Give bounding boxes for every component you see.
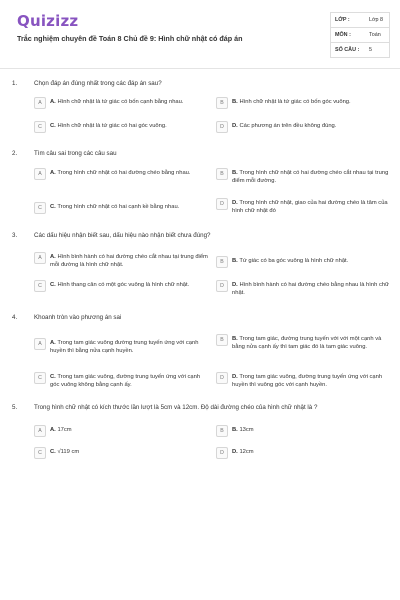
meta-count-value: 5 (369, 47, 372, 53)
worksheet-meta (330, 12, 390, 58)
option-key: A. (50, 427, 56, 433)
option-key: C. (50, 123, 56, 129)
header-divider (0, 68, 400, 69)
option-key: B. (232, 258, 238, 264)
option-letter: B (216, 256, 228, 268)
option-letter: D (216, 121, 228, 133)
option-key: A. (50, 99, 56, 105)
question-text: Tìm câu sai trong các câu sau (34, 150, 117, 157)
option-key: C. (50, 282, 56, 288)
question-number: 5. (12, 404, 18, 411)
meta-class-label: LỚP : (335, 17, 350, 23)
option-text: Tứ giác có ba góc vuông là hình chữ nhật. (239, 258, 349, 264)
question-text: Trong hình chữ nhật có kích thước lần lượt là 5cm và 12cm. Độ dài đường chéo của hình chữ nhật là ? (34, 404, 318, 411)
quizizz-logo: Quizizz (17, 12, 79, 30)
option-text: 13cm (239, 427, 254, 433)
meta-class (330, 12, 390, 28)
option-letter: D (216, 447, 228, 459)
option-letter: D (216, 372, 228, 384)
option-text: 17cm (57, 427, 72, 433)
meta-subject-value: Toán (369, 32, 381, 38)
option-text: Trong tam giác vuông, đường trung tuyến ứng với cạnh huyền thì vuông góc với cạnh huyền. (232, 374, 383, 388)
question-text: Các dấu hiệu nhận biết sau, dấu hiệu nào nhận biết chưa đúng? (34, 232, 211, 239)
option-key: A. (50, 340, 56, 346)
question-number: 1. (12, 80, 18, 87)
option-key: B. (232, 427, 238, 433)
option-text: Trong hình chữ nhật có hai đường chéo bằng nhau. (57, 170, 191, 176)
option-key: B. (232, 336, 238, 342)
option-text: 12cm (239, 449, 254, 455)
option-key: A. (50, 254, 56, 260)
worksheet-header (0, 0, 400, 66)
option-letter: C (34, 447, 46, 459)
option-text: Trong hình chữ nhật có hai đường chéo cắt nhau tại trung điểm mỗi đường. (232, 170, 389, 184)
option-text: Hình chữ nhật là tứ giác có bốn góc vuông. (239, 99, 351, 105)
option-key: D. (232, 123, 238, 129)
option-key: D. (232, 449, 238, 455)
question-number: 3. (12, 232, 18, 239)
option-text: Các phương án trên đều không đúng. (239, 123, 337, 129)
question-text: Chọn đáp án đúng nhất trong các đáp án sau? (34, 80, 162, 87)
option-text: Hình chữ nhật là tứ giác có bốn cạnh bằng nhau. (57, 99, 184, 105)
option-text: Hình thang cân có một góc vuông là hình chữ nhật. (57, 282, 190, 288)
option-key: D. (232, 374, 238, 380)
option-letter: C (34, 280, 46, 292)
meta-count-label: SỐ CÂU : (335, 47, 360, 53)
option-text: Hình bình hành có hai đường chéo cắt nhau tại trung điểm mỗi đường là hình chữ nhật. (50, 254, 208, 268)
option-text: Trong tam giác vuông, đường trung tuyến ứng với cạnh góc vuông không bằng cạnh ấy. (50, 374, 201, 388)
option-letter: D (216, 198, 228, 210)
meta-subject-label: MÔN : (335, 32, 351, 38)
question-number: 2. (12, 150, 18, 157)
option-letter: A (34, 168, 46, 180)
option-text: Trong tam giác, đường trung tuyến với với một cạnh và bằng nửa cạnh ấy thì tam giác đó là tam giác vuông. (232, 336, 382, 350)
option-key: B. (232, 170, 238, 176)
option-letter: B (216, 425, 228, 437)
option-letter: D (216, 280, 228, 292)
option-key: C. (50, 204, 56, 210)
option-letter: A (34, 97, 46, 109)
meta-subject (330, 28, 390, 43)
option-key: D. (232, 282, 238, 288)
option-letter: A (34, 425, 46, 437)
question-text: Khoanh tròn vào phương án sai (34, 314, 122, 321)
option-letter: B (216, 334, 228, 346)
option-text: Hình chữ nhật là tứ giác có hai góc vuông. (57, 123, 167, 129)
question-number: 4. (12, 314, 18, 321)
meta-count (330, 43, 390, 58)
option-letter: A (34, 252, 46, 264)
option-text: Hình bình hành có hai đường chéo bằng nhau là hình chữ nhật. (232, 282, 389, 296)
option-key: C. (50, 374, 56, 380)
option-key: D. (232, 200, 238, 206)
option-text: √119 cm (57, 449, 80, 455)
option-letter: B (216, 168, 228, 180)
worksheet-title: Trắc nghiệm chuyên đề Toán 8 Chủ đề 9: Hình chữ nhật có đáp án (17, 34, 243, 43)
option-text: Trong hình chữ nhật có hai cạnh kề bằng nhau. (57, 204, 180, 210)
meta-class-value: Lớp 8 (369, 17, 384, 23)
option-letter: B (216, 97, 228, 109)
option-key: C. (50, 449, 56, 455)
option-text: Trong tam giác vuông đường trung tuyến ứng với cạnh huyền thì bằng nửa cạnh huyền. (50, 340, 199, 354)
option-key: A. (50, 170, 56, 176)
option-letter: C (34, 121, 46, 133)
option-letter: A (34, 338, 46, 350)
option-letter: C (34, 202, 46, 214)
option-letter: C (34, 372, 46, 384)
option-key: B. (232, 99, 238, 105)
option-text: Trong hình chữ nhật, giao của hai đường chéo là tâm của hình chữ nhật đó (232, 200, 388, 214)
